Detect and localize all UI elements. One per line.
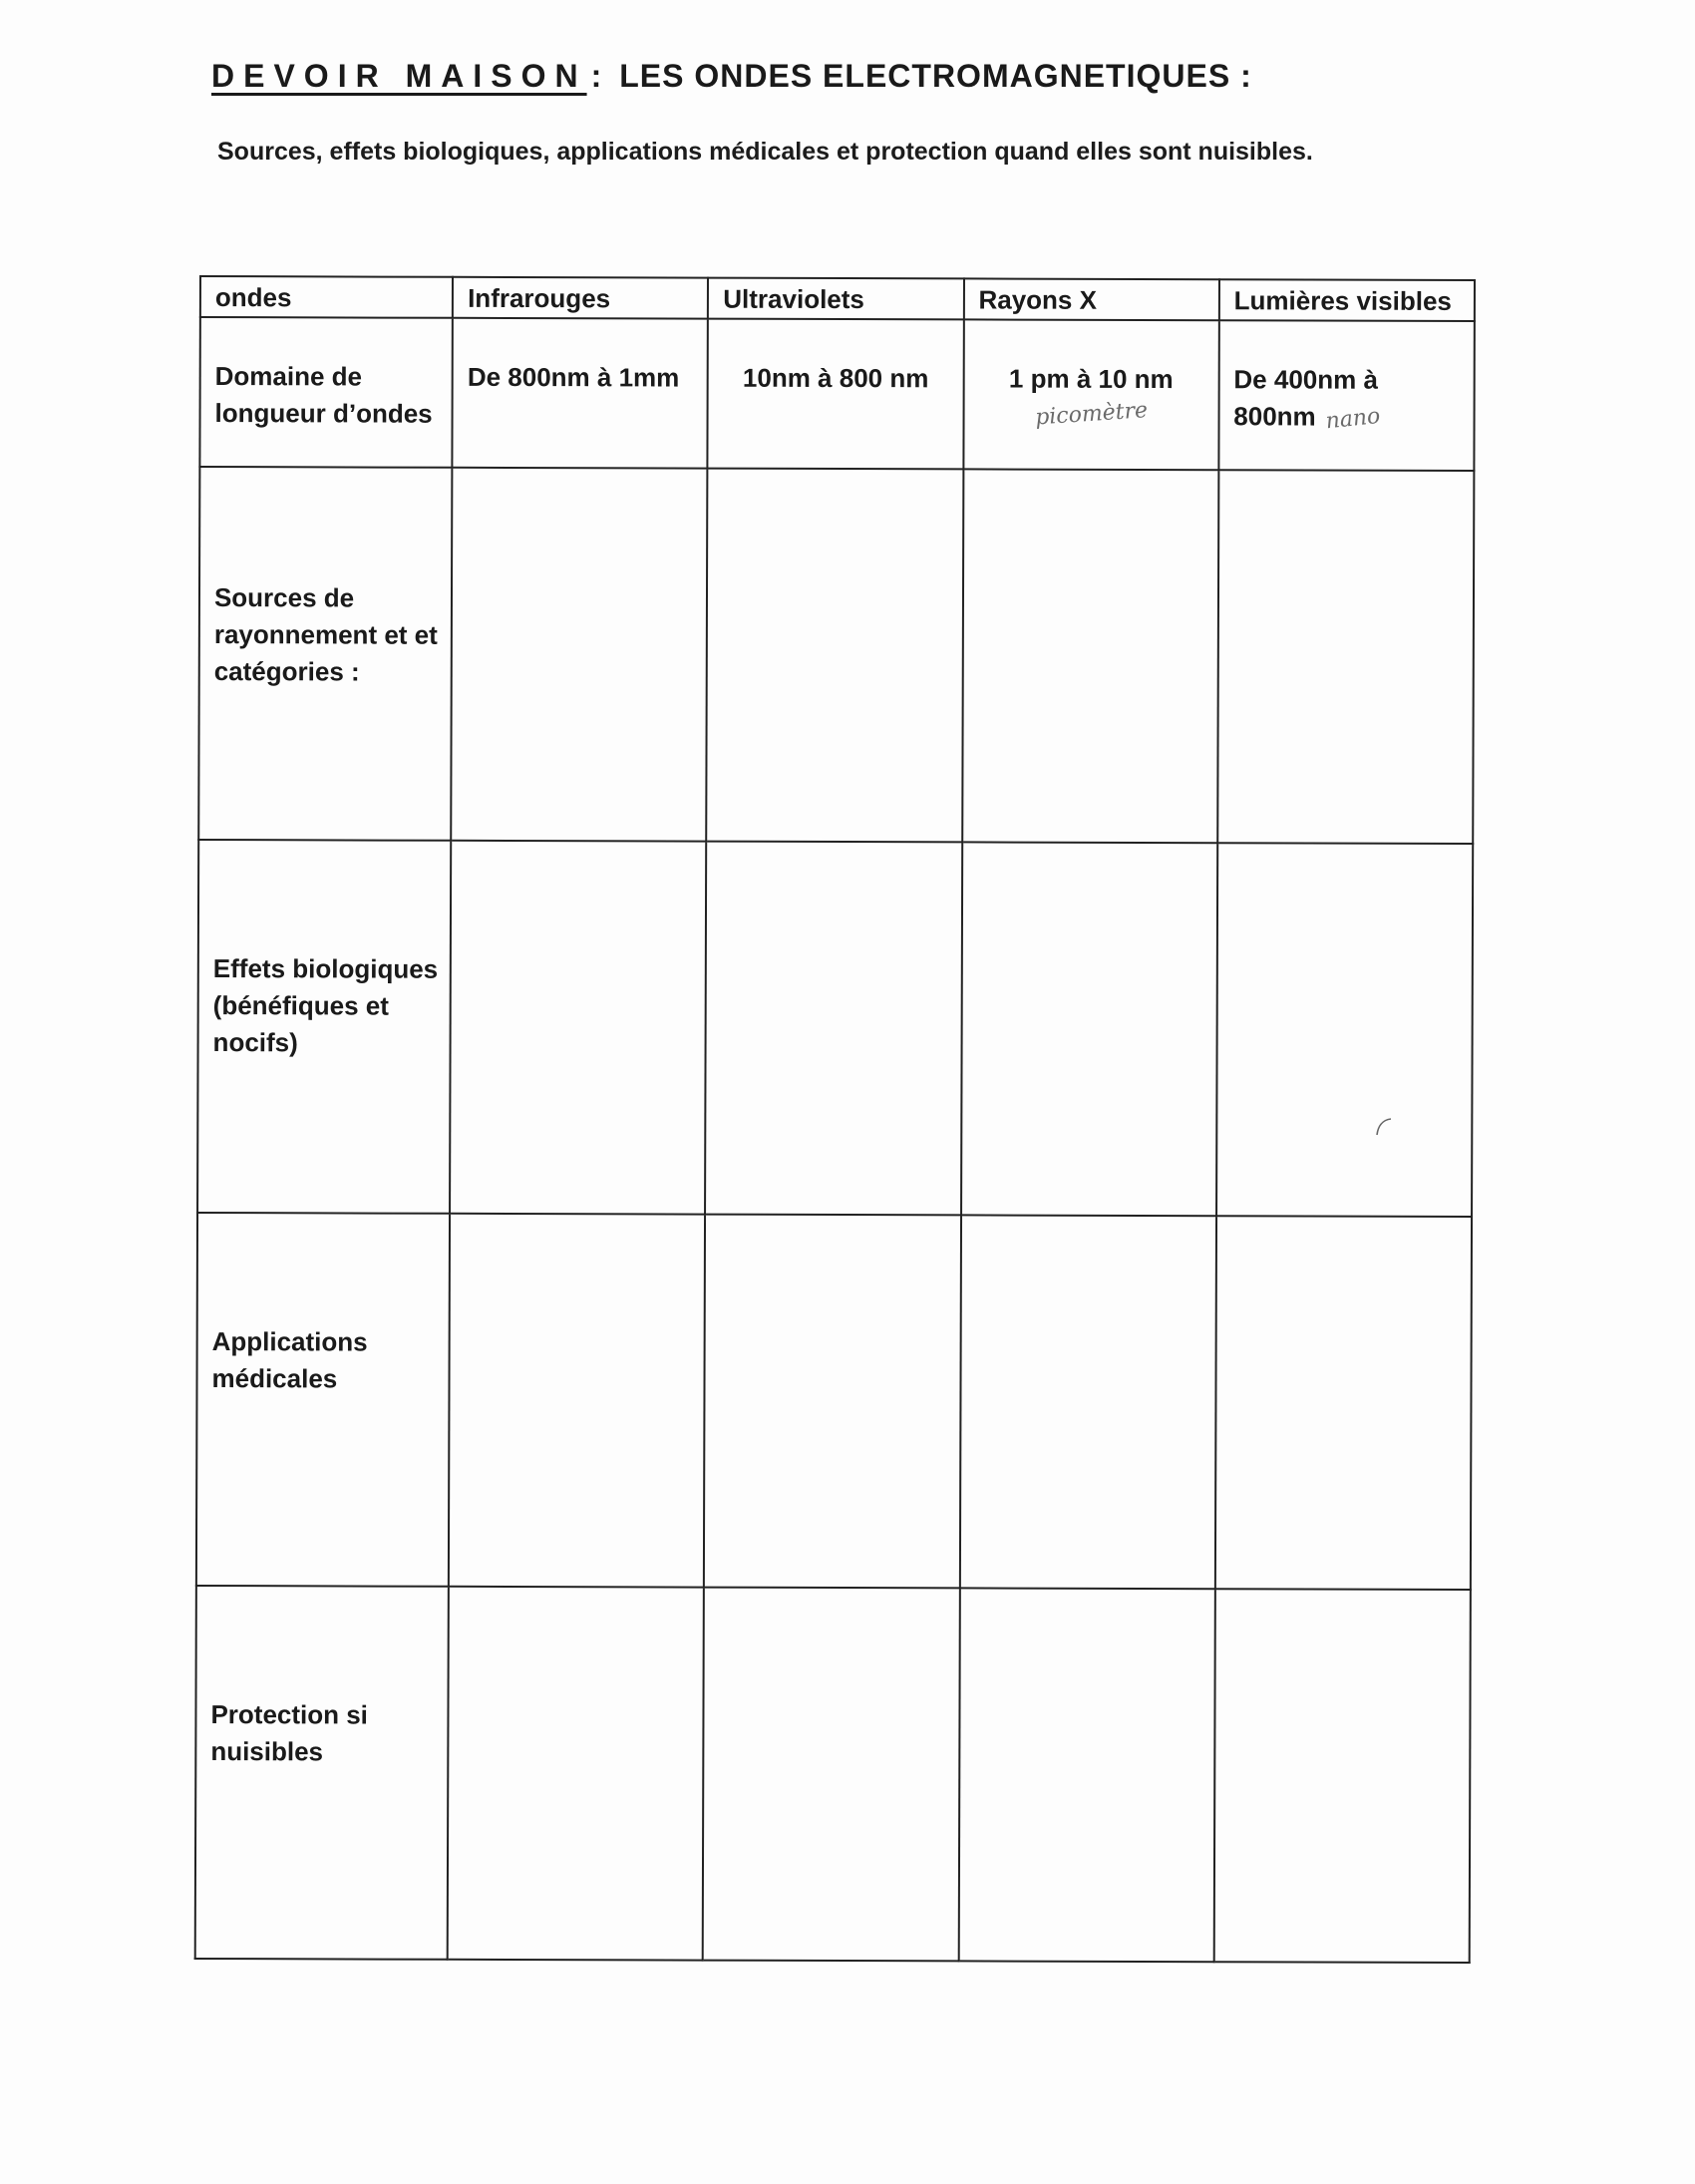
answer-cell[interactable]	[959, 1215, 1215, 1589]
title-prefix: DEVOIR MAISON	[211, 58, 587, 94]
waves-table	[194, 275, 1476, 1964]
answer-cell[interactable]	[448, 1587, 704, 1961]
pencil-mark-icon	[1374, 1115, 1394, 1137]
answer-cell[interactable]	[704, 1215, 960, 1589]
row-label-sources: Sources de rayonnement et et catégories :	[198, 467, 452, 841]
table-row-effets	[197, 840, 1473, 1217]
page-subtitle: Sources, effets biologiques, applications médicales et protection quand elles sont nuisibles.	[217, 138, 1313, 166]
title-colon: :	[590, 58, 602, 94]
answer-cell[interactable]	[1213, 1589, 1470, 1963]
header-cell-lumieres-visibles: Lumières visibles	[1219, 279, 1475, 321]
answer-cell[interactable]	[705, 842, 961, 1216]
table-row-protection	[195, 1586, 1471, 1963]
answer-cell[interactable]	[1217, 470, 1474, 844]
answer-cell[interactable]	[707, 469, 963, 843]
header-cell-infrarouges: Infrarouges	[453, 277, 708, 319]
answer-cell[interactable]	[1216, 843, 1473, 1217]
header-cell-ultraviolets: Ultraviolets	[708, 278, 963, 320]
answer-cell[interactable]	[450, 841, 706, 1215]
table-row-sources	[198, 467, 1474, 844]
table-row-applications	[196, 1213, 1472, 1590]
handwritten-note-nano: nano	[1324, 403, 1382, 435]
answer-cell[interactable]	[962, 469, 1218, 843]
cell-range-infrarouges[interactable]: De 800nm à 1mm	[453, 318, 709, 469]
cell-range-rayons-x[interactable]: 1 pm à 10 nm picomètre	[963, 319, 1219, 470]
table-row-wavelength	[199, 317, 1474, 471]
page-title	[211, 58, 1252, 95]
row-label-applications: Applications médicales	[196, 1213, 450, 1587]
table-header-row	[200, 276, 1475, 321]
cell-range-lumieres-visibles[interactable]	[1218, 320, 1475, 471]
header-cell-rayons-x: Rayons X	[963, 278, 1218, 320]
header-cell-ondes: ondes	[200, 276, 453, 318]
row-label-effets: Effets biologiques (bénéfiques et nocifs)	[197, 840, 451, 1214]
answer-cell[interactable]	[451, 468, 707, 842]
range-visible-text: De 400nm à 800nm	[1233, 364, 1379, 432]
row-label-protection: Protection si nuisibles	[195, 1586, 449, 1960]
answer-cell[interactable]	[449, 1214, 705, 1588]
title-main: LES ONDES ELECTROMAGNETIQUES :	[619, 58, 1252, 94]
handwritten-note-picometre: picomètre	[1034, 398, 1149, 431]
answer-cell[interactable]	[703, 1588, 959, 1962]
answer-cell[interactable]	[1215, 1216, 1472, 1590]
row-label-wavelength: Domaine de longueur d’ondes	[199, 317, 453, 468]
answer-cell[interactable]	[961, 842, 1217, 1216]
cell-range-ultraviolets[interactable]: 10nm à 800 nm	[708, 319, 964, 470]
answer-cell[interactable]	[958, 1588, 1214, 1962]
